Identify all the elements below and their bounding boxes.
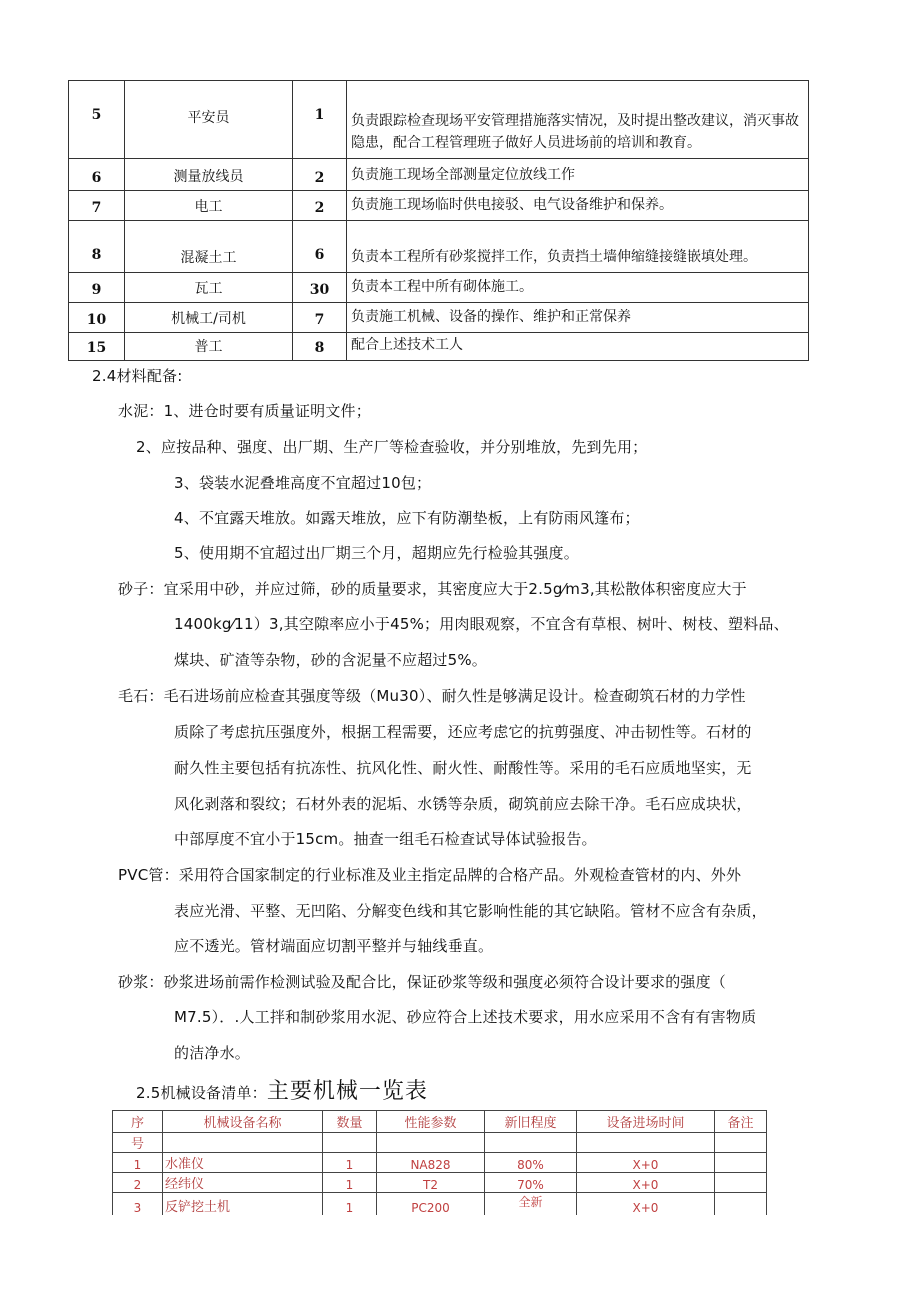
stone-line: 耐久性主要包括有抗冻性、抗风化性、耐火性、耐酸性等。采用的毛石应质地坚实，无 — [174, 759, 752, 777]
table-header-row — [113, 1111, 767, 1133]
staff-count: 2 — [293, 191, 347, 221]
table-row — [69, 333, 809, 361]
staff-duty: 负责本工程所有砂浆搅拌工作，负责挡土墙伸缩缝接缝嵌填处理。 — [347, 221, 809, 273]
cement-line: 4、不宜露天堆放。如露天堆放，应下有防潮垫板，上有防雨风篷布； — [174, 509, 640, 527]
mach-note — [715, 1173, 767, 1193]
staff-role: 电工 — [125, 191, 293, 221]
mach-qty: 1 — [323, 1173, 377, 1193]
stone-line: 毛石：毛石进场前应检查其强度等级（Mu30）、耐久性是够满足设计。检查砌筑石材的力学性 — [118, 687, 746, 705]
staff-role: 测量放线员 — [125, 159, 293, 191]
mach-no: 3 — [113, 1193, 163, 1215]
stone-line: 中部厚度不宜小于15cm。抽查一组毛石检查试导体试验报告。 — [174, 830, 597, 848]
staff-table — [68, 80, 809, 361]
pvc-line: PVC管：采用符合国家制定的行业标准及业主指定品牌的合格产品。外观检查管材的内、外外 — [118, 866, 742, 884]
stone-line: 风化剥落和裂纹；石材外表的泥垢、水锈等杂质，砌筑前应去除干净。毛石应成块状， — [174, 795, 752, 813]
table-row — [113, 1193, 767, 1215]
pvc-line: 应不透光。管材端面应切割平整并与轴线垂直。 — [174, 937, 494, 955]
machinery-heading-big: 主要机械一览表 — [266, 1079, 428, 1104]
staff-count: 6 — [293, 221, 347, 273]
mach-note — [715, 1193, 767, 1215]
pvc-line: 表应光滑、平整、无凹陷、分解变色线和其它影响性能的其它缺陷。管材不应含有杂质， — [174, 902, 767, 920]
mach-spec: PC200 — [377, 1193, 485, 1215]
col-header-spec: 性能参数 — [377, 1111, 485, 1133]
mach-arrival-time: X+0 — [577, 1153, 715, 1173]
mach-arrival-time: X+0 — [577, 1193, 715, 1215]
staff-count: 2 — [293, 159, 347, 191]
table-row — [69, 273, 809, 303]
staff-role: 混凝土工 — [125, 221, 293, 273]
staff-no: 5 — [69, 81, 125, 159]
cement-line: 2、应按品种、强度、出厂期、生产厂等检查验收，并分别堆放，先到先用； — [136, 438, 648, 456]
table-header-row-cont — [113, 1133, 767, 1153]
staff-role: 平安员 — [125, 81, 293, 159]
table-row — [113, 1173, 767, 1193]
section-heading-machinery — [136, 1074, 428, 1105]
staff-no: 6 — [69, 159, 125, 191]
cement-line: 5、使用期不宜超过出厂期三个月，超期应先行检验其强度。 — [174, 544, 579, 562]
cement-line: 水泥：1、进仓时要有质量证明文件； — [118, 402, 371, 420]
machinery-heading-small: 2.5机械设备清单： — [136, 1084, 267, 1102]
staff-count: 8 — [293, 333, 347, 361]
mach-name: 经纬仪 — [163, 1173, 323, 1193]
sand-line: 煤块、矿渣等杂物，砂的含泥量不应超过5%。 — [174, 651, 487, 669]
mach-arrival-time: X+0 — [577, 1173, 715, 1193]
mach-no: 2 — [113, 1173, 163, 1193]
staff-no: 9 — [69, 273, 125, 303]
machinery-table — [112, 1110, 767, 1215]
table-row — [69, 221, 809, 273]
table-row — [69, 159, 809, 191]
staff-no: 7 — [69, 191, 125, 221]
col-header-name: 机械设备名称 — [163, 1111, 323, 1133]
staff-duty: 负责跟踪检查现场平安管理措施落实情况，及时提出整改建议，消灭事故隐患，配合工程管理班子做好人员进场前的培训和教育。 — [347, 81, 809, 159]
staff-count: 30 — [293, 273, 347, 303]
staff-no: 15 — [69, 333, 125, 361]
col-header-note: 备注 — [715, 1111, 767, 1133]
mach-name: 反铲挖土机 — [163, 1193, 323, 1215]
col-header-qty: 数量 — [323, 1111, 377, 1133]
staff-no: 10 — [69, 303, 125, 333]
table-row — [69, 303, 809, 333]
mortar-line: 的洁净水。 — [174, 1044, 251, 1062]
staff-role: 机械工/司机 — [125, 303, 293, 333]
staff-duty: 负责本工程中所有砌体施工。 — [347, 273, 809, 303]
staff-duty: 负责施工机械、设备的操作、维护和正常保养 — [347, 303, 809, 333]
staff-role: 普工 — [125, 333, 293, 361]
mach-no: 1 — [113, 1153, 163, 1173]
mach-qty: 1 — [323, 1153, 377, 1173]
mortar-line: M7.5）．.人工拌和制砂浆用水泥、砂应符合上述技术要求，用水应采用不含有有害物质 — [174, 1008, 757, 1026]
mach-spec: T2 — [377, 1173, 485, 1193]
table-row — [113, 1153, 767, 1173]
section-heading-materials: 2.4材料配备: — [92, 367, 183, 385]
mach-spec: NA828 — [377, 1153, 485, 1173]
staff-role: 瓦工 — [125, 273, 293, 303]
mach-note — [715, 1153, 767, 1173]
col-header-condition: 新旧程度 — [485, 1111, 577, 1133]
col-header-no: 序 — [113, 1111, 163, 1133]
col-header-arrival-time: 设备进场时间 — [577, 1111, 715, 1133]
staff-count: 7 — [293, 303, 347, 333]
mortar-line: 砂浆：砂浆进场前需作检测试验及配合比，保证砂浆等级和强度必须符合设计要求的强度（ — [118, 973, 727, 991]
staff-no: 8 — [69, 221, 125, 273]
mach-condition: 全新 — [485, 1193, 577, 1215]
staff-duty: 负责施工现场临时供电接驳、电气设备维护和保养。 — [347, 191, 809, 221]
mach-name: 水准仪 — [163, 1153, 323, 1173]
table-row — [69, 191, 809, 221]
sand-line: 砂子：宜采用中砂，并应过筛，砂的质量要求，其密度应大于2.5g⁄m3,其松散体积密度应大于 — [118, 580, 747, 598]
mach-qty: 1 — [323, 1193, 377, 1215]
col-header-no-cont: 号 — [113, 1133, 163, 1153]
staff-count: 1 — [293, 81, 347, 159]
table-row — [69, 81, 809, 159]
sand-line: 1400kg⁄11）3,其空隙率应小于45%；用肉眼观察，不宜含有草根、树叶、树枝、塑料品、 — [174, 615, 789, 633]
staff-duty: 配合上述技术工人 — [347, 333, 809, 361]
cement-line: 3、袋装水泥叠堆高度不宜超过10包； — [174, 474, 432, 492]
staff-duty: 负责施工现场全部测量定位放线工作 — [347, 159, 809, 191]
mach-condition: 80% — [485, 1153, 577, 1173]
stone-line: 质除了考虑抗压强度外，根据工程需要，还应考虑它的抗剪强度、冲击韧性等。石材的 — [174, 723, 752, 741]
mach-condition: 70% — [485, 1173, 577, 1193]
